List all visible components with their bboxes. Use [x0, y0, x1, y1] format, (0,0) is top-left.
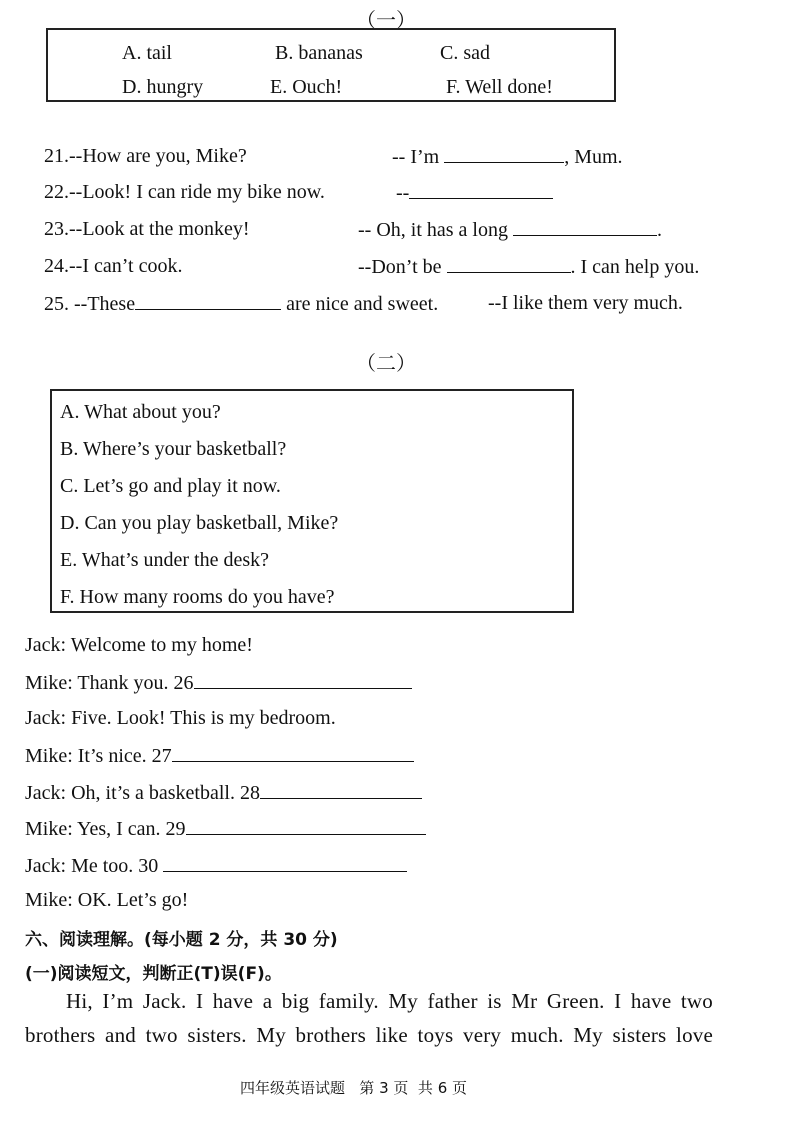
question-22: 22.--Look! I can ride my bike now. — [44, 181, 325, 203]
blank-24[interactable] — [447, 254, 571, 273]
blank-30[interactable] — [163, 853, 407, 872]
question-25: 25. --These are nice and sweet. — [44, 293, 439, 315]
blank-28[interactable] — [260, 780, 422, 799]
answer-24: --Don’t be . I can help you. — [358, 256, 700, 278]
dialogue-line-7: Jack: Me too. 30 — [25, 853, 407, 878]
question-24: 24.--I can’t cook. — [44, 255, 183, 277]
dialogue-line-3: Jack: Five. Look! This is my bedroom. — [25, 707, 336, 729]
blank-26[interactable] — [194, 670, 412, 689]
blank-22[interactable] — [409, 180, 553, 199]
question-21: 21.--How are you, Mike? — [44, 145, 247, 167]
option-c: C. sad — [440, 42, 490, 64]
dialog-option-f: F. How many rooms do you have? — [60, 586, 335, 608]
dialogue-line-8: Mike: OK. Let’s go! — [25, 889, 189, 911]
blank-23[interactable] — [513, 217, 657, 236]
answer-25: --I like them very much. — [488, 292, 683, 314]
section-2-title: （二） — [356, 353, 416, 375]
option-b: B. bananas — [275, 42, 363, 64]
reading-line-1: Hi, I’m Jack. I have a big family. My father is Mr Green. I have two — [66, 989, 713, 1013]
part-6-subheading: (一)阅读短文，判断正(T)误(F)。 — [25, 964, 282, 984]
question-23: 23.--Look at the monkey! — [44, 218, 250, 240]
section-1-title: （一） — [356, 10, 416, 32]
dialogue-line-4: Mike: It’s nice. 27 — [25, 743, 414, 768]
option-e: E. Ouch! — [270, 76, 343, 98]
dialogue-line-5: Jack: Oh, it’s a basketball. 28 — [25, 780, 422, 805]
answer-22: -- — [396, 180, 553, 205]
option-f: F. Well done! — [446, 76, 553, 98]
blank-27[interactable] — [172, 743, 414, 762]
answer-23: -- Oh, it has a long . — [358, 219, 662, 241]
dialog-option-e: E. What’s under the desk? — [60, 549, 270, 571]
answer-21: -- I’m , Mum. — [392, 146, 623, 168]
dialog-option-d: D. Can you play basketball, Mike? — [60, 512, 339, 534]
dialog-option-a: A. What about you? — [60, 401, 221, 423]
part-6-heading: 六、阅读理解。(每小题 2 分，共 30 分) — [25, 930, 338, 950]
blank-21[interactable] — [444, 144, 564, 163]
blank-25[interactable] — [135, 291, 281, 310]
option-d: D. hungry — [122, 76, 204, 98]
dialogue-line-6: Mike: Yes, I can. 29 — [25, 816, 426, 841]
dialog-option-b: B. Where’s your basketball? — [60, 438, 287, 460]
reading-line-2: brothers and two sisters. My brothers like toys very much. My sisters love — [25, 1023, 713, 1047]
option-a: A. tail — [122, 42, 172, 64]
dialogue-line-2: Mike: Thank you. 26 — [25, 670, 412, 695]
blank-29[interactable] — [186, 816, 426, 835]
page-footer: 四年级英语试题 第 3 页 共 6 页 — [240, 1079, 468, 1097]
dialog-option-c: C. Let’s go and play it now. — [60, 475, 281, 497]
dialogue-line-1: Jack: Welcome to my home! — [25, 634, 253, 656]
